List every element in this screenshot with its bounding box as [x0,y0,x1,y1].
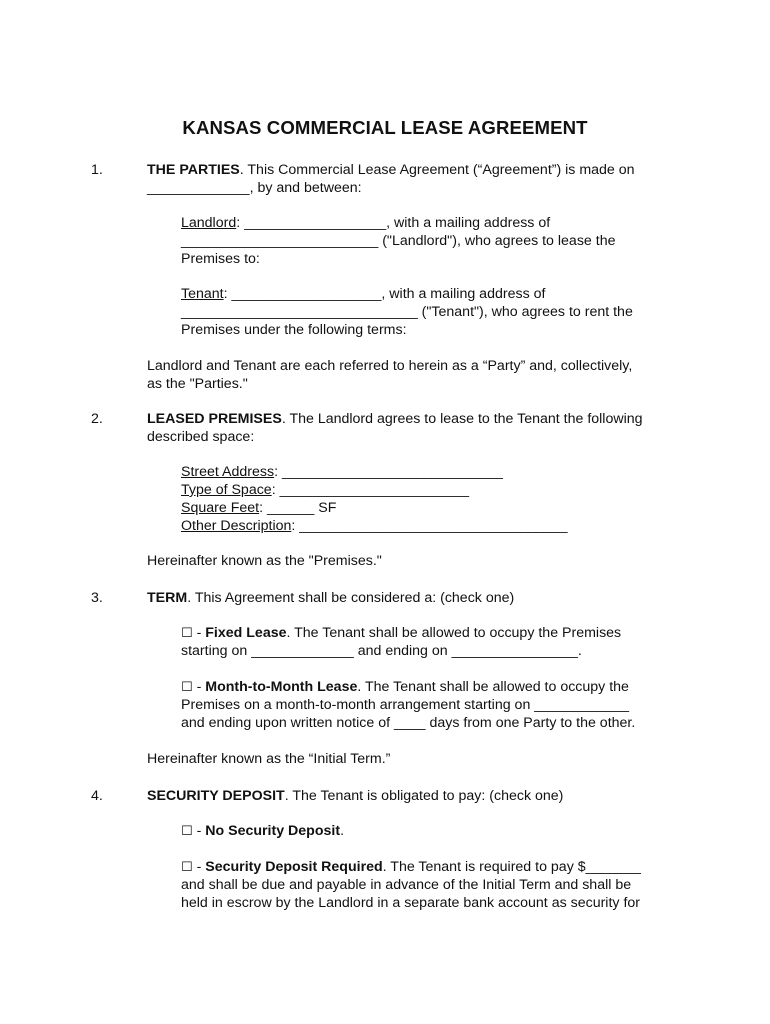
tenant-line-3: Premises under the following terms: [181,322,407,338]
square-feet-field [181,499,336,517]
section-1-heading: THE PARTIES [147,162,240,178]
no-deposit-checkbox[interactable]: ☐ [181,824,193,839]
section-2-text: . The Landlord agrees to lease to the Tenant the following [281,411,643,427]
section-3-line-1 [147,589,514,607]
parties-definition-line-2: as the "Parties." [147,376,248,392]
other-description-field [181,517,568,535]
section-2-line-2: described space: [147,429,255,445]
tenant-line-2: ______________________________ ("Tenant"), who agrees to rent the [181,304,633,320]
initial-term-definition: Hereinafter known as the “Initial Term.” [147,751,391,767]
landlord-name-blank: : __________________, with a mailing address of [236,215,551,231]
section-2-line-1 [147,410,643,428]
street-address-blank: : ____________________________ [274,464,503,480]
deposit-required-label: Security Deposit Required [205,859,383,875]
month-to-month-text: . The Tenant shall be allowed to occupy the [357,679,629,695]
section-2-heading: LEASED PREMISES [147,411,282,427]
section-3-text: . This Agreement shall be considered a: (check one) [187,590,515,606]
month-to-month-line-2: Premises on a month-to-month arrangement starting on ____________ [181,697,629,713]
other-description-blank: : __________________________________ [291,518,568,534]
no-deposit-dash: - [192,823,206,839]
tenant-line-1 [181,285,545,303]
section-3-number: 3. [91,590,103,606]
street-address-label: Street Address [181,464,275,480]
section-4-line-1 [147,787,563,805]
parties-definition-line-1: Landlord and Tenant are each referred to herein as a “Party” and, collectively, [147,358,633,374]
section-1-line-1 [147,161,635,179]
section-4-text: . The Tenant is obligated to pay: (check one) [284,788,564,804]
section-1-number: 1. [91,162,103,178]
no-deposit-label: No Security Deposit [205,823,341,839]
deposit-required-text: . The Tenant is required to pay $_______ [382,859,641,875]
premises-definition: Hereinafter known as the "Premises." [147,553,382,569]
section-2-number: 2. [91,411,103,427]
landlord-label: Landlord [181,215,237,231]
month-to-month-checkbox[interactable]: ☐ [181,680,193,695]
landlord-line-1 [181,214,550,232]
fixed-lease-label: Fixed Lease [205,625,287,641]
month-to-month-line-1 [181,678,629,697]
deposit-required-dash: - [192,859,206,875]
deposit-required-checkbox[interactable]: ☐ [181,860,193,875]
fixed-lease-line-2: starting on _____________ and ending on ________________. [181,643,582,659]
type-of-space-field [181,481,469,499]
section-4-number: 4. [91,788,103,804]
section-4-heading: SECURITY DEPOSIT [147,788,285,804]
landlord-line-3: Premises to: [181,251,260,267]
street-address-field [181,463,503,481]
other-description-label: Other Description [181,518,292,534]
square-feet-label: Square Feet [181,500,260,516]
square-feet-blank: : ______ SF [259,500,337,516]
type-of-space-blank: : ________________________ [271,482,469,498]
tenant-label: Tenant [181,286,224,302]
month-to-month-label: Month-to-Month Lease [205,679,358,695]
fixed-lease-checkbox[interactable]: ☐ [181,626,193,641]
section-1-text: . This Commercial Lease Agreement (“Agreement”) is made on [239,162,635,178]
month-to-month-dash: - [192,679,206,695]
deposit-required-line-1 [181,858,641,877]
deposit-required-line-3: held in escrow by the Landlord in a separate bank account as security for [181,895,640,911]
section-3-heading: TERM [147,590,188,606]
fixed-lease-dash: - [192,625,206,641]
no-deposit-line [181,822,344,841]
tenant-name-blank: : ___________________, with a mailing address of [223,286,546,302]
no-deposit-period: . [340,823,345,839]
fixed-lease-text: . The Tenant shall be allowed to occupy the Premises [286,625,622,641]
type-of-space-label: Type of Space [181,482,272,498]
document-title: KANSAS COMMERCIAL LEASE AGREEMENT [182,117,588,138]
agreement-date-blank: _____________, by and between: [147,180,362,196]
landlord-line-2: _________________________ ("Landlord"), who agrees to lease the [181,233,616,249]
fixed-lease-line-1 [181,624,621,643]
month-to-month-line-3: and ending upon written notice of ____ days from one Party to the other. [181,715,636,731]
deposit-required-line-2: and shall be due and payable in advance of the Initial Term and shall be [181,877,632,893]
